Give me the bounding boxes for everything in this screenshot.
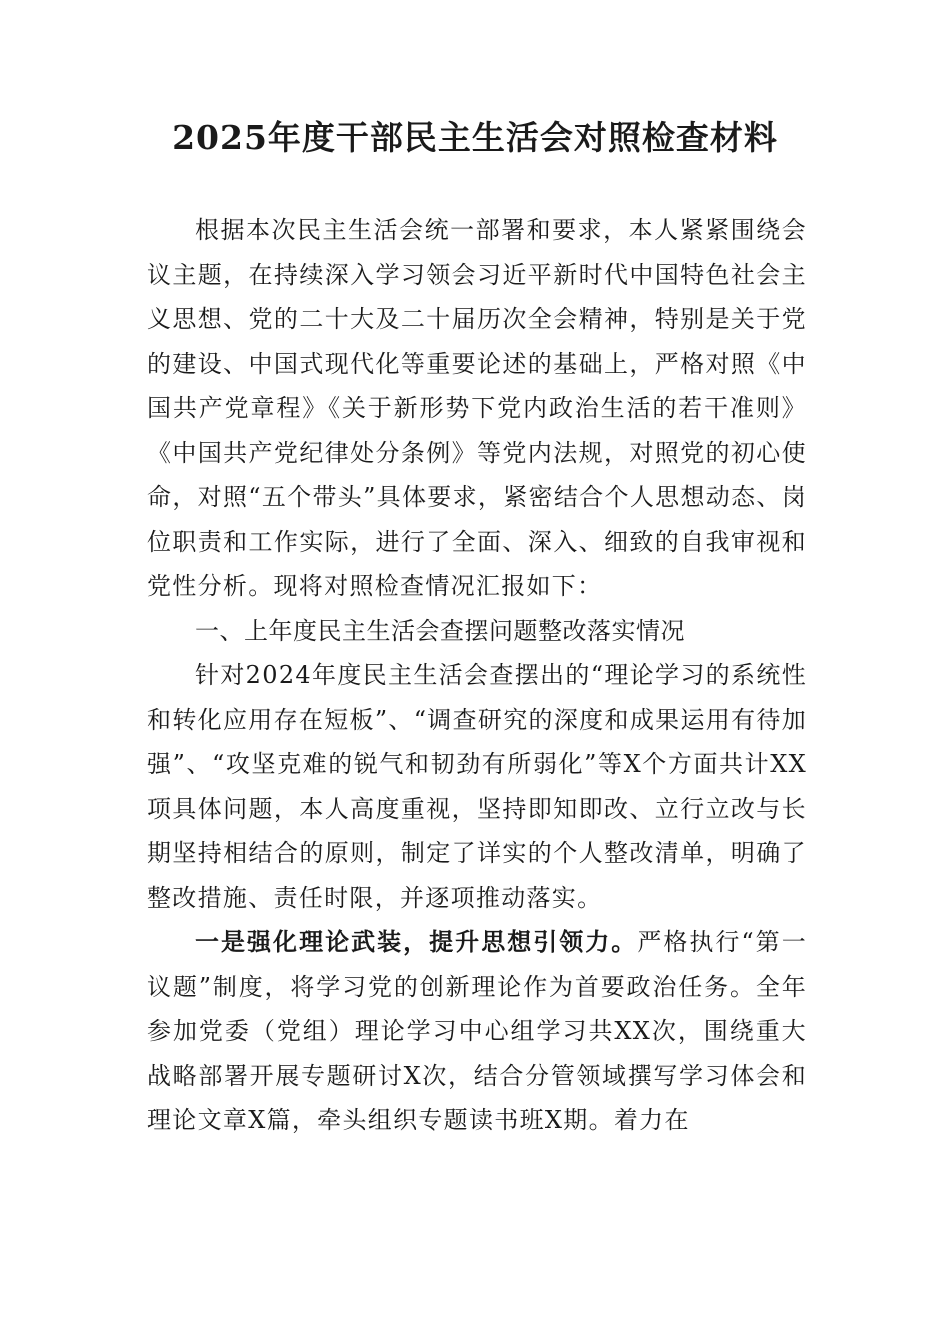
section-one-heading: 一、上年度民主生活会查摆问题整改落实情况 (195, 616, 685, 645)
document-body (147, 208, 807, 1143)
section-one-paragraph: 针对2024年度民主生活会查摆出的“理论学习的系统性和转化应用存在短板”、“调查研究的深度和成果运用有待加强”、“攻坚克难的锐气和韧劲有所弱化”等X个方面共计XX项具体问题，本人高度重视，坚持即知即改、立行立改与长期坚持相结合的原则，制定了详实的个人整改清单，明确了整改措施、责任时限，并逐项推动落实。 (147, 661, 807, 912)
intro-paragraph: 根据本次民主生活会统一部署和要求，本人紧紧围绕会议主题，在持续深入学习领会习近平新时代中国特色社会主义思想、党的二十大及二十届历次全会精神，特别是关于党的建设、中国式现代化等重要论述的基础上，严格对照《中国共产党章程》《关于新形势下党内政治生活的若干准则》《中国共产党纪律处分条例》等党内法规，对照党的初心使命，对照“五个带头”具体要求，紧密结合个人思想动态、岗位职责和工作实际，进行了全面、深入、细致的自我审视和党性分析。现将对照检查情况汇报如下： (147, 216, 807, 600)
point-one-paragraph (147, 920, 807, 1143)
document-title: 2025年度干部民主生活会对照检查材料 (172, 118, 778, 157)
point-one-body: 严格执行“第一议题”制度，将学习党的创新理论作为首要政治任务。全年参加党委（党组）理论学习中心组学习共XX次，围绕重大战略部署开展专题研讨X次，结合分管领域撰写学习体会和理论文章X篇，牵头组织专题读书班X期。着力在 (147, 928, 807, 1134)
point-one-lead: 一是强化理论武装，提升思想引领力。 (195, 927, 638, 956)
